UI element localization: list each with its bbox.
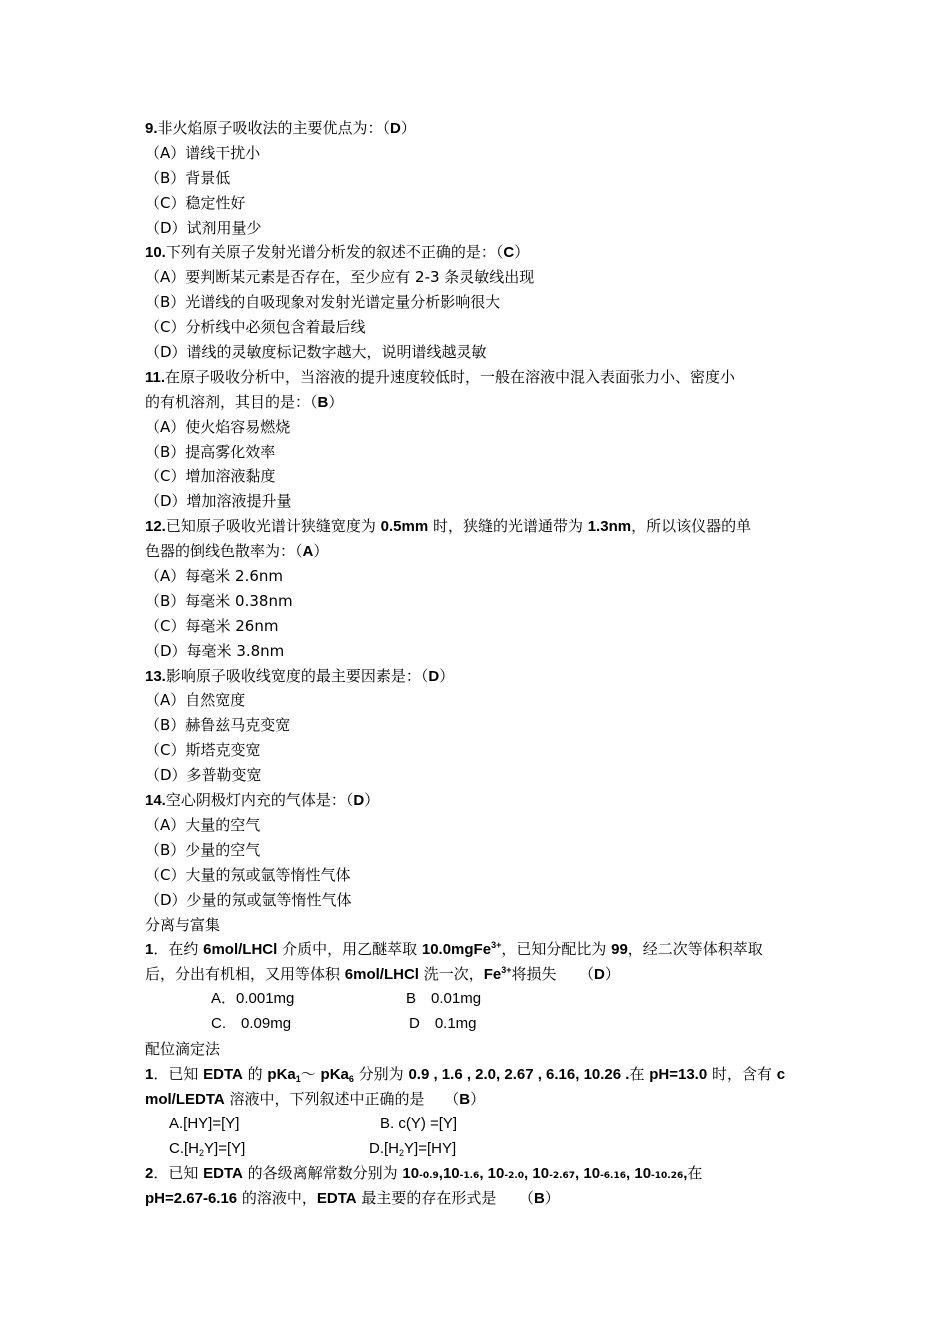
option: （D）试剂用量少 [145,218,262,237]
option: （B）赫鲁兹马克变宽 [145,716,291,735]
option-row [145,987,810,1012]
option: （D）谱线的灵敏度标记数字越大，说明谱线越灵敏 [145,343,487,362]
option-b: B. c(Y) =[Y] [380,1114,458,1132]
titration-question-1: 1．已知 EDTA 的 pKa$_1$～ pKa$_6$ 分别为 0.9 , 1.6 , 2.0, 2.67 , 6.16, 10.26 .在 pH=13.0 时，含有 c [145,1064,786,1084]
option: （B）每毫米 0.38nm [145,591,293,610]
option: （A）每毫米 2.6nm [145,567,284,586]
option-a: A．0.001mg [211,990,295,1008]
option-b: B 0.01mg [406,990,482,1008]
titration-question-1-cont: mol/LEDTA 溶液中，下列叙述中正确的是 （B） [145,1089,486,1108]
question-12-cont: 色器的倒线色散率为：（A） [145,542,329,561]
option: （A）自然宽度 [145,691,246,710]
option: （B）少量的空气 [145,840,261,859]
option-c: C. 0.09mg [211,1015,292,1033]
question-11-cont: 的有机溶剂，其目的是：（B） [145,392,344,411]
option-row [145,1137,810,1162]
option-d: $D.[H_2Y]=[HY]$ [369,1139,457,1158]
document-page [145,116,810,1211]
option-c: $C.[H_2Y]=[Y]$ [169,1139,246,1158]
question-9: 9.非火焰原子吸收法的主要优点为：（D） [145,119,416,137]
question-11: 11.在原子吸收分析中，当溶液的提升速度较低时，一般在溶液中混入表面张力小、密度小 [145,367,736,386]
option-a: A.[HY]=[Y] [169,1114,240,1132]
question-14: 14.空心阴极灯内充的气体是：（D） [145,791,380,810]
option: （A）使火焰容易燃烧 [145,417,291,436]
option: （B）背景低 [145,168,231,187]
option: （B）提高雾化效率 [145,442,276,461]
option: （B）光谱线的自吸现象对发射光谱定量分析影响很大 [145,293,501,312]
option: （A）谱线干扰小 [145,143,261,162]
option: （D）少量的氖或氩等惰性气体 [145,890,352,909]
question-10: 10.下列有关原子发射光谱分析发的叙述不正确的是：（C） [145,243,530,262]
titration-question-2: 2．已知 EDTA 的各级离解常数分别为 10-0.9,10-1.6, 10-2.0, 10-2.67, 10-6.16, 10-10.26,在 [145,1164,703,1183]
option-d: D 0.1mg [409,1015,477,1033]
option: （A）要判断某元素是否存在，至少应有 2-3 条灵敏线出现 [145,268,535,287]
option: （C）分析线中必须包含着最后线 [145,318,366,337]
question-13: 13.影响原子吸收线宽度的最主要因素是：（D） [145,666,455,685]
option: （C）增加溶液黏度 [145,467,276,486]
option: （C）斯塔克变宽 [145,741,261,760]
option: （A）大量的空气 [145,815,261,834]
titration-question-2-cont: pH=2.67-6.16 的溶液中，EDTA 最主要的存在形式是 （B） [145,1189,560,1208]
option: （D）每毫米 3.8nm [145,641,285,660]
option: （C）每毫米 26nm [145,616,279,635]
option: （C）稳定性好 [145,193,246,212]
section-title: 配位滴定法 [145,1039,221,1058]
option: （C）大量的氖或氩等惰性气体 [145,865,351,884]
question-12: 12.已知原子吸收光谱计狭缝宽度为 0.5mm 时，狭缝的光谱通带为 1.3nm，所以该仪器的单 [145,517,752,536]
option-row [145,1112,810,1137]
option-row [145,1012,810,1037]
section-title: 分离与富集 [145,915,221,934]
separation-question-1: 1．在约 6mol/LHCl 介质中，用乙醚萃取 10.0mgFe$^{3+}$，已知分配比为 99，经二次等体积萃取 [145,940,763,959]
separation-question-1-cont: 后，分出有机相，又用等体积 6mol/LHCl 洗一次，$Fe^{3+}$将损失 （D） [145,965,620,984]
option: （D）多普勒变宽 [145,766,262,785]
option: （D）增加溶液提升量 [145,492,292,511]
